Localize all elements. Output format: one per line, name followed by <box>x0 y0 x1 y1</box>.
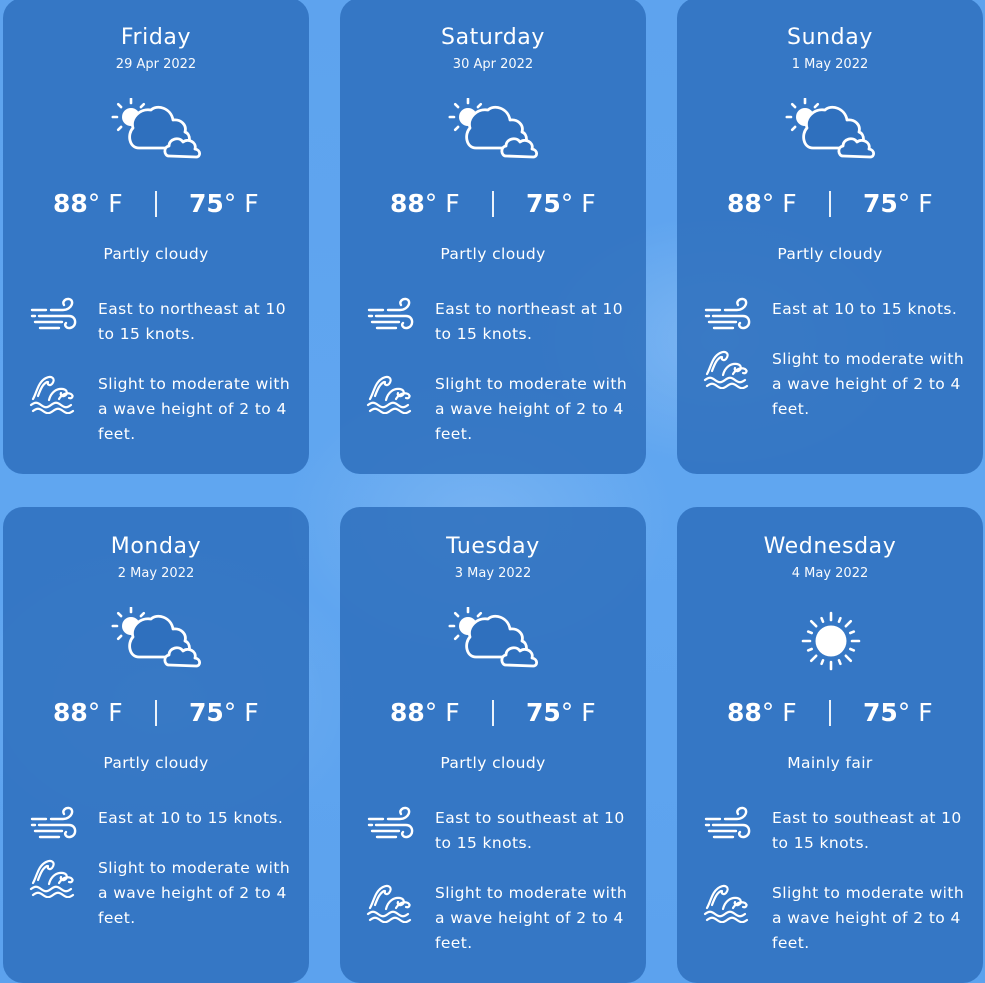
wind-icon <box>29 297 77 339</box>
temperature-row <box>677 693 983 733</box>
partly-cloudy-icon <box>448 607 540 673</box>
wave-icon <box>29 372 77 414</box>
day-name: Friday <box>120 25 192 50</box>
sea-text: Slight to moderate with a wave height of 2 to 4 feet. <box>772 350 965 418</box>
day-date: 29 Apr 2022 <box>115 57 197 72</box>
temperature-divider <box>492 191 494 217</box>
low-temperature: 75° F <box>526 189 596 218</box>
wave-icon <box>29 856 77 898</box>
low-temperature: 75° F <box>189 698 259 727</box>
condition-text: Partly cloudy <box>440 245 546 263</box>
day-name: Saturday <box>441 25 545 50</box>
day-name: Monday <box>110 534 202 559</box>
forecast-card-sunday <box>677 0 983 474</box>
partly-cloudy-icon <box>785 98 877 164</box>
day-name: Sunday <box>787 25 873 50</box>
partly-cloudy-icon <box>111 98 203 164</box>
temperature-divider <box>829 700 831 726</box>
wave-icon <box>703 347 751 389</box>
wind-icon <box>366 297 414 339</box>
day-name: Tuesday <box>446 534 540 559</box>
sea-text: Slight to moderate with a wave height of 2 to 4 feet. <box>435 375 628 443</box>
forecast-card-tuesday <box>340 507 646 983</box>
sea-text: Slight to moderate with a wave height of 2 to 4 feet. <box>435 884 628 952</box>
day-date: 2 May 2022 <box>117 566 195 581</box>
day-date: 4 May 2022 <box>791 566 869 581</box>
day-name: Wednesday <box>763 534 897 559</box>
sea-text: Slight to moderate with a wave height of 2 to 4 feet. <box>98 375 291 443</box>
day-date: 1 May 2022 <box>791 57 869 72</box>
wave-icon <box>703 881 751 923</box>
temperature-row <box>3 693 309 733</box>
temperature-divider <box>155 700 157 726</box>
wind-icon <box>703 806 751 848</box>
sea-text: Slight to moderate with a wave height of 2 to 4 feet. <box>98 859 291 927</box>
wave-icon <box>366 372 414 414</box>
temperature-row <box>677 184 983 224</box>
sea-text: Slight to moderate with a wave height of 2 to 4 feet. <box>772 884 965 952</box>
condition-text: Partly cloudy <box>103 245 209 263</box>
wind-text: East to southeast at 10 to 15 knots. <box>772 809 962 852</box>
forecast-card-monday <box>3 507 309 983</box>
forecast-card-saturday <box>340 0 646 474</box>
temperature-row <box>340 184 646 224</box>
temperature-divider <box>829 191 831 217</box>
wind-text: East to northeast at 10 to 15 knots. <box>435 300 623 343</box>
wind-icon <box>29 806 77 848</box>
wind-icon <box>366 806 414 848</box>
sun-icon <box>785 607 877 673</box>
partly-cloudy-icon <box>448 98 540 164</box>
high-temperature: 88° F <box>53 698 123 727</box>
condition-text: Mainly fair <box>787 754 873 772</box>
partly-cloudy-icon <box>111 607 203 673</box>
high-temperature: 88° F <box>390 189 460 218</box>
high-temperature: 88° F <box>727 189 797 218</box>
day-date: 3 May 2022 <box>454 566 532 581</box>
wave-icon <box>366 881 414 923</box>
forecast-card-wednesday <box>677 507 983 983</box>
high-temperature: 88° F <box>53 189 123 218</box>
day-date: 30 Apr 2022 <box>452 57 534 72</box>
wind-text: East to northeast at 10 to 15 knots. <box>98 300 286 343</box>
low-temperature: 75° F <box>863 698 933 727</box>
temperature-row <box>340 693 646 733</box>
wind-text: East at 10 to 15 knots. <box>772 300 958 318</box>
temperature-divider <box>155 191 157 217</box>
high-temperature: 88° F <box>390 698 460 727</box>
wind-text: East at 10 to 15 knots. <box>98 809 284 827</box>
temperature-row <box>3 184 309 224</box>
low-temperature: 75° F <box>863 189 933 218</box>
low-temperature: 75° F <box>189 189 259 218</box>
forecast-card-friday <box>3 0 309 474</box>
condition-text: Partly cloudy <box>777 245 883 263</box>
high-temperature: 88° F <box>727 698 797 727</box>
low-temperature: 75° F <box>526 698 596 727</box>
wind-icon <box>703 297 751 339</box>
temperature-divider <box>492 700 494 726</box>
wind-text: East to southeast at 10 to 15 knots. <box>435 809 625 852</box>
condition-text: Partly cloudy <box>103 754 209 772</box>
condition-text: Partly cloudy <box>440 754 546 772</box>
